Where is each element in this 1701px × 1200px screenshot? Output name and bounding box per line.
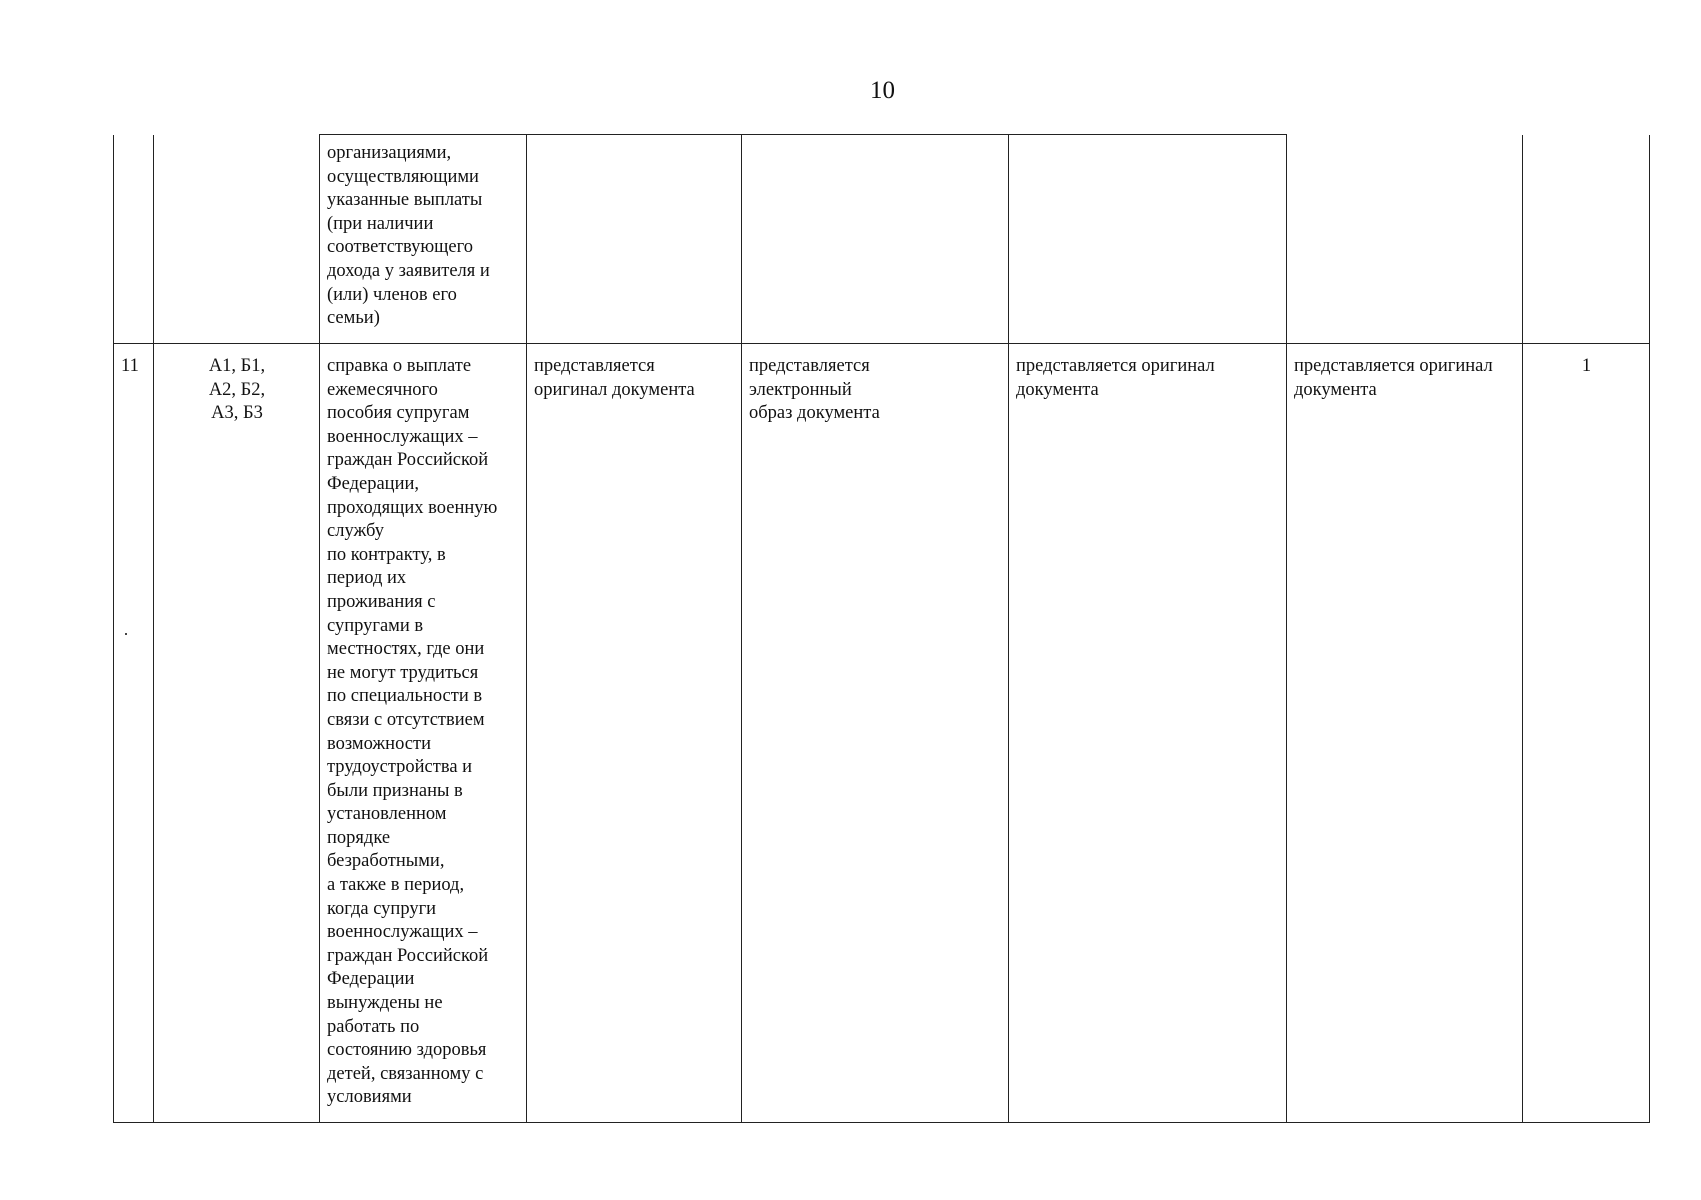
cell-col5 bbox=[742, 135, 1009, 344]
table-row-continuation bbox=[114, 135, 1650, 344]
cell-number bbox=[114, 135, 154, 344]
cell-document-description: организациями, осуществляющими указанные выплаты (при наличии соответствующего дохода у заявителя и (или) членов его семьи) bbox=[320, 135, 527, 344]
cell-col6: представляется оригинал документа bbox=[1009, 344, 1287, 1123]
cell-col4 bbox=[527, 135, 742, 344]
scan-speck bbox=[125, 633, 127, 635]
page-number: 10 bbox=[870, 77, 895, 104]
cell-document-description: справка о выплате ежемесячного пособия супругам военнослужащих – граждан Российской Федерации, проходящих военную службу по контракту, в период их проживания с супругами в местностях, где они не могут трудиться по специальности в связи с отсутствием возможности трудоустройства и были признаны в установленном порядке безработными, а также в период, когда супруги военнослужащих – граждан Российской Федерации вынуждены не работать по состоянию здоровья детей, связанному с условиями bbox=[320, 344, 527, 1123]
cell-col6 bbox=[1009, 135, 1287, 344]
cell-col8 bbox=[1523, 135, 1650, 344]
document-table bbox=[113, 134, 1650, 1123]
cell-categories bbox=[154, 135, 320, 344]
table-row-11 bbox=[114, 344, 1650, 1123]
cell-col7: представляется оригинал документа bbox=[1287, 344, 1523, 1123]
cell-col5: представляется электронный образ документа bbox=[742, 344, 1009, 1123]
cell-row-number: 11 bbox=[114, 344, 154, 1123]
cell-col7 bbox=[1287, 135, 1523, 344]
cell-applicant-categories: А1, Б1, А2, Б2, А3, Б3 bbox=[154, 344, 320, 1123]
cell-col8: 1 bbox=[1523, 344, 1650, 1123]
cell-col4: представляется оригинал документа bbox=[527, 344, 742, 1123]
